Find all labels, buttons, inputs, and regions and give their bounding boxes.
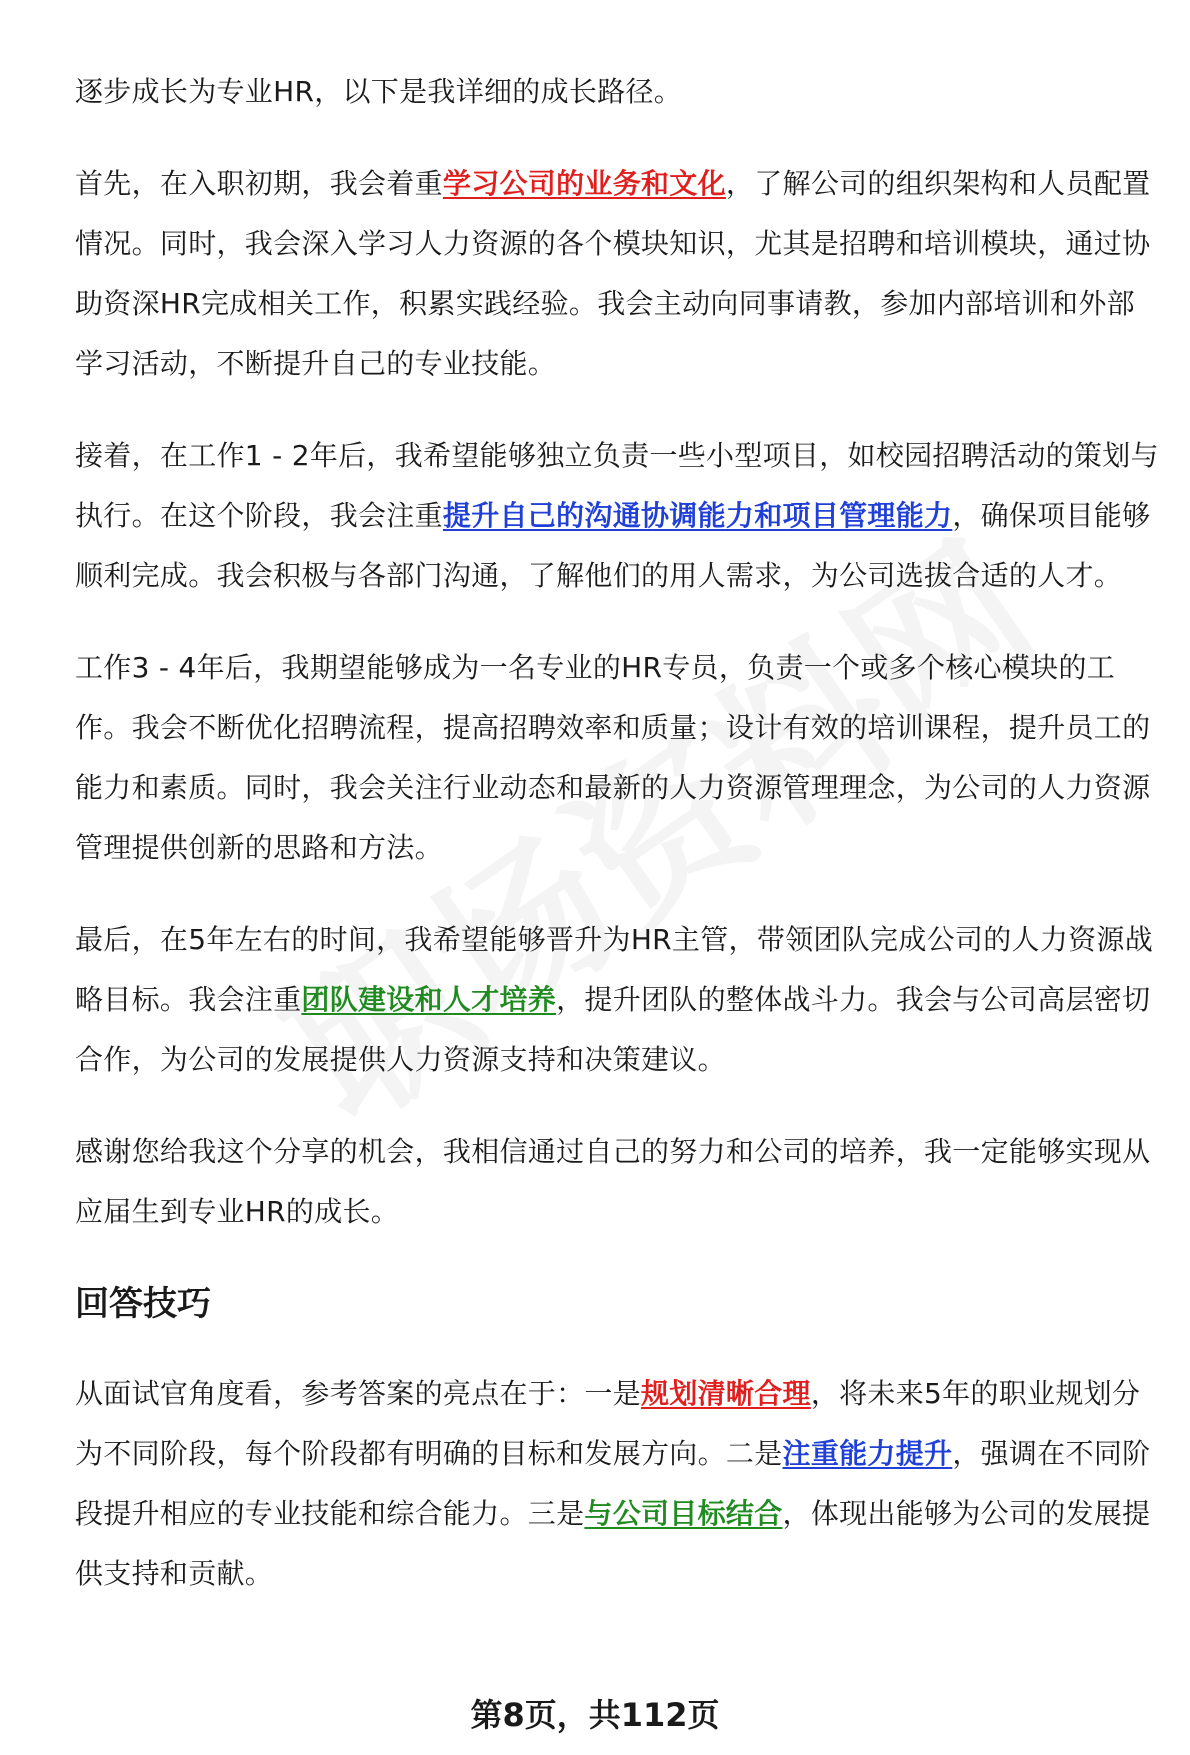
text-segment: 接着，在工作1 - 2年后，我希望能够独立负责一些小型项目，如校园招聘活动的策划与执行。在这个阶段，我会注重: [75, 439, 1159, 532]
highlight-phrase: 学习公司的业务和文化: [442, 167, 726, 200]
text-segment: 感谢您给我这个分享的机会，我相信通过自己的努力和公司的培养，我一定能够实现从应届生到专业HR的成长。: [75, 1135, 1151, 1228]
text-segment: ，体现出能够为公司的发展提供支持和贡献。: [75, 1497, 1151, 1590]
text-segment: ，提升团队的整体战斗力。我会与公司高层密切合作，为公司的发展提供人力资源支持和决策建议。: [75, 983, 1151, 1076]
text-segment: ，了解公司的组织架构和人员配置情况。同时，我会深入学习人力资源的各个模块知识，尤其是招聘和培训模块，通过协助资深HR完成相关工作，积累实践经验。我会主动向同事请教，参加内部培训和外部学习活动，不断提升自己的专业技能。: [75, 167, 1151, 380]
text-segment: 工作3 - 4年后，我期望能够成为一名专业的HR专员，负责一个或多个核心模块的工作。我会不断优化招聘流程，提高招聘效率和质量；设计有效的培训课程，提升员工的能力和素质。同时，我会关注行业动态和最新的人力资源管理理念，为公司的人力资源管理提供创新的思路和方法。: [75, 651, 1151, 864]
paragraph: [75, 910, 1160, 1090]
paragraph: [75, 1122, 1160, 1242]
highlight-phrase: 提升自己的沟通协调能力和项目管理能力: [442, 499, 953, 532]
text-segment: ，强调在不同阶段提升相应的专业技能和综合能力。三是: [75, 1437, 1151, 1530]
answer-body: [75, 62, 1160, 1242]
paragraph: [75, 62, 1160, 122]
text-segment: 逐步成长为专业HR，以下是我详细的成长路径。: [75, 75, 683, 108]
paragraph: [75, 638, 1160, 878]
paragraph: [75, 154, 1160, 394]
highlight-phrase: 与公司目标结合: [584, 1497, 783, 1530]
highlight-phrase: 规划清晰合理: [641, 1377, 811, 1410]
text-segment: 从面试官角度看，参考答案的亮点在于：一是: [75, 1377, 642, 1410]
page-footer: 第8页，共112页: [470, 1696, 720, 1734]
highlight-phrase: 注重能力提升: [782, 1437, 953, 1470]
tips-paragraph: [75, 1364, 1160, 1604]
tips-body: [75, 1364, 1160, 1604]
section-title: 回答技巧: [75, 1284, 211, 1324]
paragraph: [75, 426, 1160, 606]
highlight-phrase: 团队建设和人才培养: [301, 983, 557, 1016]
text-segment: ，确保项目能够顺利完成。我会积极与各部门沟通，了解他们的用人需求，为公司选拔合适的人才。: [75, 499, 1151, 592]
text-segment: 最后，在5年左右的时间，我希望能够晋升为HR主管，带领团队完成公司的人力资源战略目标。我会注重: [75, 923, 1154, 1016]
document-content: [75, 62, 1160, 1636]
text-segment: 首先，在入职初期，我会着重: [75, 167, 443, 200]
text-segment: ，将未来5年的职业规划分为不同阶段，每个阶段都有明确的目标和发展方向。二是: [75, 1377, 1141, 1470]
